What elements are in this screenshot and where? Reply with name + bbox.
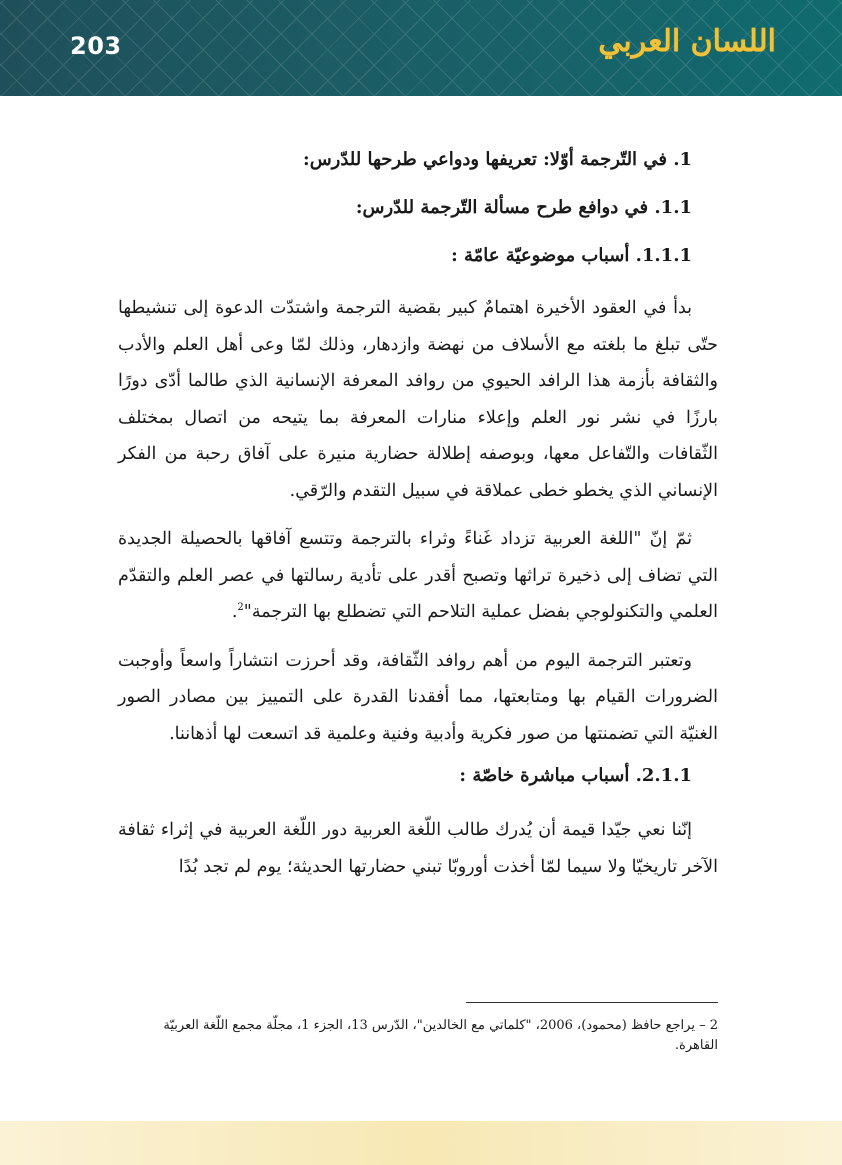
paragraph-2-end: . <box>231 602 238 622</box>
footnote: 2 – يراجع حافظ (محمود)، 2006، "كلماتي مع الخالدين"، الدّرس 13، الجزء 1، مجلّة مجمع اللّغة العربيّة القاهرة. <box>163 1018 718 1053</box>
paragraph-1: بدأ في العقود الأخيرة اهتمامٌ كبير بقضية الترجمة واشتدّت الدعوة إلى تنشيطها حتّى تبلغ ما بلغته مع الأسلاف من نهضة وازدهار، وذلك لمّا وعى أهل العلم والأدب والثقافة بأزمة هذا الرافد الحيوي من روافد المعرفة الإنسانية الذي طالما أدّى دورًا بارزًا في نشر نور العلم وإعلاء منارات المعرفة بما يتيحه من اتصال بمختلف الثّقافات والتّفاعل معها، وبوصفه إطلالة حضارية منيرة على آفاق رحبة من الفكر الإنساني الذي يخطو خطى عملاقة في سبيل التقدم والرّقي. <box>118 298 718 501</box>
footnote-reference: 2 <box>237 602 244 614</box>
journal-logo: اللسان العربي <box>598 24 776 59</box>
section-heading-1-1: 1.1. في دوافع طرح مسألة التّرجمة للدّرس: <box>355 197 692 218</box>
page-number: 203 <box>70 32 122 60</box>
paragraph-3: وتعتبر الترجمة اليوم من أهم روافد الثّقافة، وقد أحرزت انتشاراً واسعاً وأوجبت الضرورات القيام بها ومتابعتها، مما أفقدنا القدرة على التمييز بين مصادر الصور الغنيّة التي تضمنتها من صور فكرية وأدبية وفنية وعلمية قد اتسعت لها أذهاننا. <box>118 650 718 744</box>
section-heading-2-1-1: 2.1.1. أسباب مباشرة خاصّة : <box>459 765 692 786</box>
page-content <box>118 148 718 897</box>
section-heading-1: 1. في التّرجمة أوّلا: تعريفها ودواعي طرحها للدّرس: <box>303 149 692 170</box>
page-header <box>0 0 842 96</box>
paragraph-2-text: ثمّ إنّ "اللغة العربية تزداد غَناءً وثراء بالترجمة وتتسع آفاقها بالحصيلة الجديدة التي تضاف إلى ذخيرة تراثها وتصبح أقدر على تأدية رسالتها في عصر العلم والتقدّم العلمي والتكنولوجي بفضل عملية التلاحم التي تضطلع بها الترجمة" <box>118 529 718 622</box>
page-footer-band <box>0 1121 842 1165</box>
section-heading-1-1-1: 1.1.1. أسباب موضوعيّة عامّة : <box>451 245 692 266</box>
footnote-divider <box>466 1002 718 1003</box>
paragraph-2 <box>118 521 718 631</box>
paragraph-4: إنّنا نعي جيّدا قيمة أن يُدرك طالب اللّغة العربية دور اللّغة العربية في إثراء ثقافة الآخر تاريخيّا ولا سيما لمّا أخذت أوروبّا تبني حضارتها الحديثة؛ يوم لم تجد بُدًا <box>118 820 718 877</box>
